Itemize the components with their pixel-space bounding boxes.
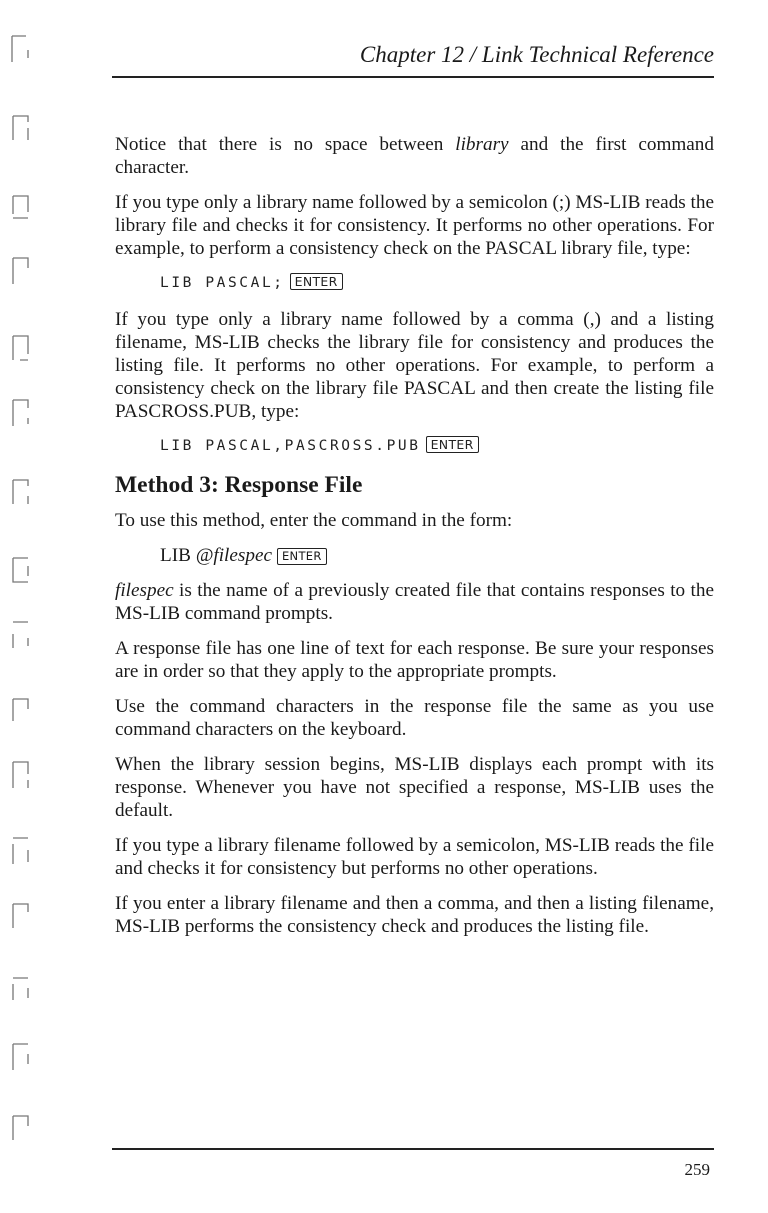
paragraph-1: Notice that there is no space between library and the first command character. [115, 134, 714, 178]
paragraph-5: filespec is the name of a previously created file that contains responses to the MS-LIB command prompts. [115, 580, 714, 624]
page-body [115, 133, 714, 950]
binder-mark-10 [8, 695, 36, 725]
paragraph-3: If you type only a library name followed by a comma (,) and a listing filename, MS-LIB checks the library file for consistency and produces the listing file. It performs no other operations. For example, to perform a consistency check on the library file PASCAL and then create the listing file PASCROSS.PUB, type: [115, 309, 714, 422]
binder-mark-8 [8, 556, 36, 586]
binder-mark-6 [8, 398, 36, 428]
enter-key-icon: ENTER [426, 436, 479, 453]
binder-mark-12 [8, 836, 36, 866]
code-example-2 [160, 435, 714, 458]
emphasis-filespec: filespec [115, 580, 174, 601]
binder-mark-3 [8, 194, 36, 224]
binder-mark-11 [8, 760, 36, 790]
running-header: Chapter 12 / Link Technical Reference [359, 42, 714, 67]
binder-mark-16 [8, 1114, 36, 1144]
paragraph-10: If you enter a library filename and then a comma, and then a listing filename, MS-LIB performs the consistency check and produces the listing file. [115, 893, 714, 937]
code-text: LIB PASCAL; [160, 275, 285, 291]
header-rule [112, 76, 714, 78]
binder-mark-2 [8, 114, 36, 144]
paragraph-8: When the library session begins, MS-LIB displays each prompt with its response. Whenever you have not specified a response, MS-LIB uses the default. [115, 754, 714, 821]
binder-mark-1 [8, 34, 36, 64]
paragraph-6: A response file has one line of text for each response. Be sure your responses are in order so that they apply to the appropriate prompts. [115, 638, 714, 682]
paragraph-2: If you type only a library name followed by a semicolon (;) MS-LIB reads the library file and checks it for consistency. It performs no other operations. For example, to perform a consistency check on the PASCAL library file, type: [115, 192, 714, 259]
paragraph-4: To use this method, enter the command in the form: [115, 510, 513, 531]
syntax-argument: @filespec [195, 545, 272, 566]
page-number: 259 [684, 1160, 710, 1179]
binder-mark-9 [8, 620, 36, 650]
paragraph-7: Use the command characters in the response file the same as you use command characters on the keyboard. [115, 696, 714, 740]
binder-mark-4 [8, 256, 36, 286]
binder-mark-7 [8, 478, 36, 508]
paragraph-9: If you type a library filename followed by a semicolon, MS-LIB reads the file and checks it for consistency but performs no other operations. [115, 835, 714, 879]
enter-key-icon: ENTER [277, 548, 327, 565]
binder-mark-14 [8, 972, 36, 1002]
section-heading: Method 3: Response File [115, 472, 363, 498]
enter-key-icon: ENTER [290, 273, 343, 290]
binder-mark-5 [8, 334, 36, 364]
footer-rule [112, 1148, 714, 1150]
binder-mark-13 [8, 900, 36, 930]
binder-mark-15 [8, 1042, 36, 1072]
emphasis-library: library [455, 134, 509, 155]
command-syntax: LIB @filespec ENTER [160, 544, 714, 567]
code-text: LIB PASCAL,PASCROSS.PUB [160, 438, 421, 454]
code-example-1 [160, 272, 714, 295]
